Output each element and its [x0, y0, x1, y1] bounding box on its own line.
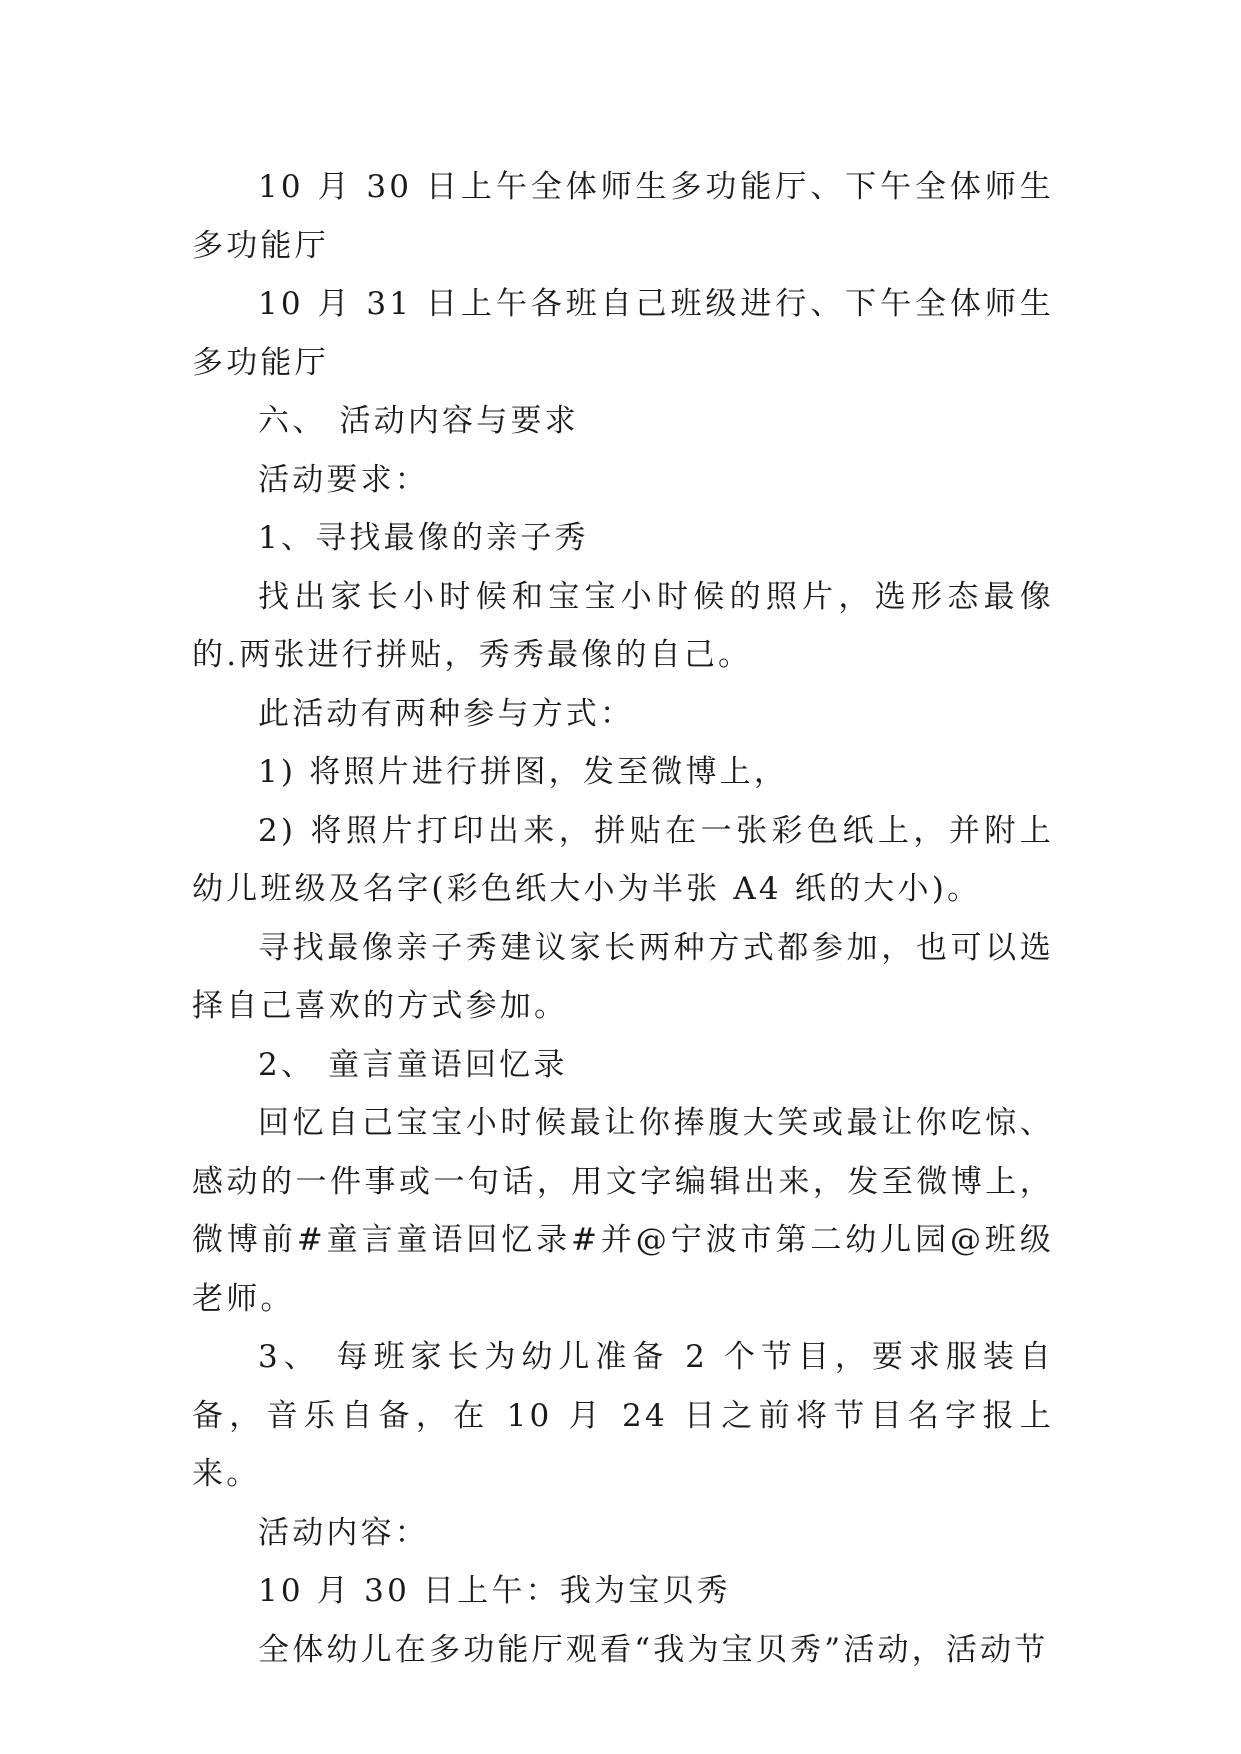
oct-30-morning-heading: 10 月 30 日上午：我为宝贝秀 [258, 1573, 731, 1609]
activity-content-label: 活动内容： [258, 1514, 429, 1551]
item-3-description: 3、 每班家长为幼儿准备 2 个节目，要求服装自备，音乐自备，在 10 月 24 日之前将节目名字报上来。 [192, 1339, 1054, 1492]
document-body [192, 158, 1054, 1679]
oct-30-morning-description: 全体幼儿在多功能厅观看“我为宝贝秀”活动，活动节 [258, 1631, 1049, 1668]
schedule-oct-30: 10 月 30 日上午全体师生多功能厅、下午全体师生多功能厅 [192, 169, 1054, 264]
item-2-description: 回忆自己宝宝小时候最让你捧腹大笑或最让你吃惊、感动的一件事或一句话，用文字编辑出来，发至微博上，微博前#童言童语回忆录#并@宁波市第二幼儿园@班级老师。 [192, 1105, 1054, 1317]
item-1-heading: 1、寻找最像的亲子秀 [258, 520, 589, 556]
item-2-heading: 2、 童言童语回忆录 [258, 1046, 568, 1083]
participation-intro: 此活动有两种参与方式： [258, 695, 635, 732]
activity-requirements-label: 活动要求： [258, 461, 429, 498]
section-heading-6: 六、 活动内容与要求 [258, 403, 579, 439]
participation-suggestion: 寻找最像亲子秀建议家长两种方式都参加，也可以选择自己喜欢的方式参加。 [192, 929, 1054, 1024]
schedule-oct-31: 10 月 31 日上午各班自己班级进行、下午全体师生多功能厅 [192, 286, 1054, 381]
participation-option-2: 2) 将照片打印出来，拼贴在一张彩色纸上，并附上幼儿班级及名字(彩色纸大小为半张 A4 纸的大小)。 [192, 812, 1054, 907]
item-1-description: 找出家长小时候和宝宝小时候的照片，选形态最像的.两张进行拼贴，秀秀最像的自己。 [192, 578, 1054, 673]
participation-option-1: 1) 将照片进行拼图，发至微博上， [258, 754, 789, 790]
